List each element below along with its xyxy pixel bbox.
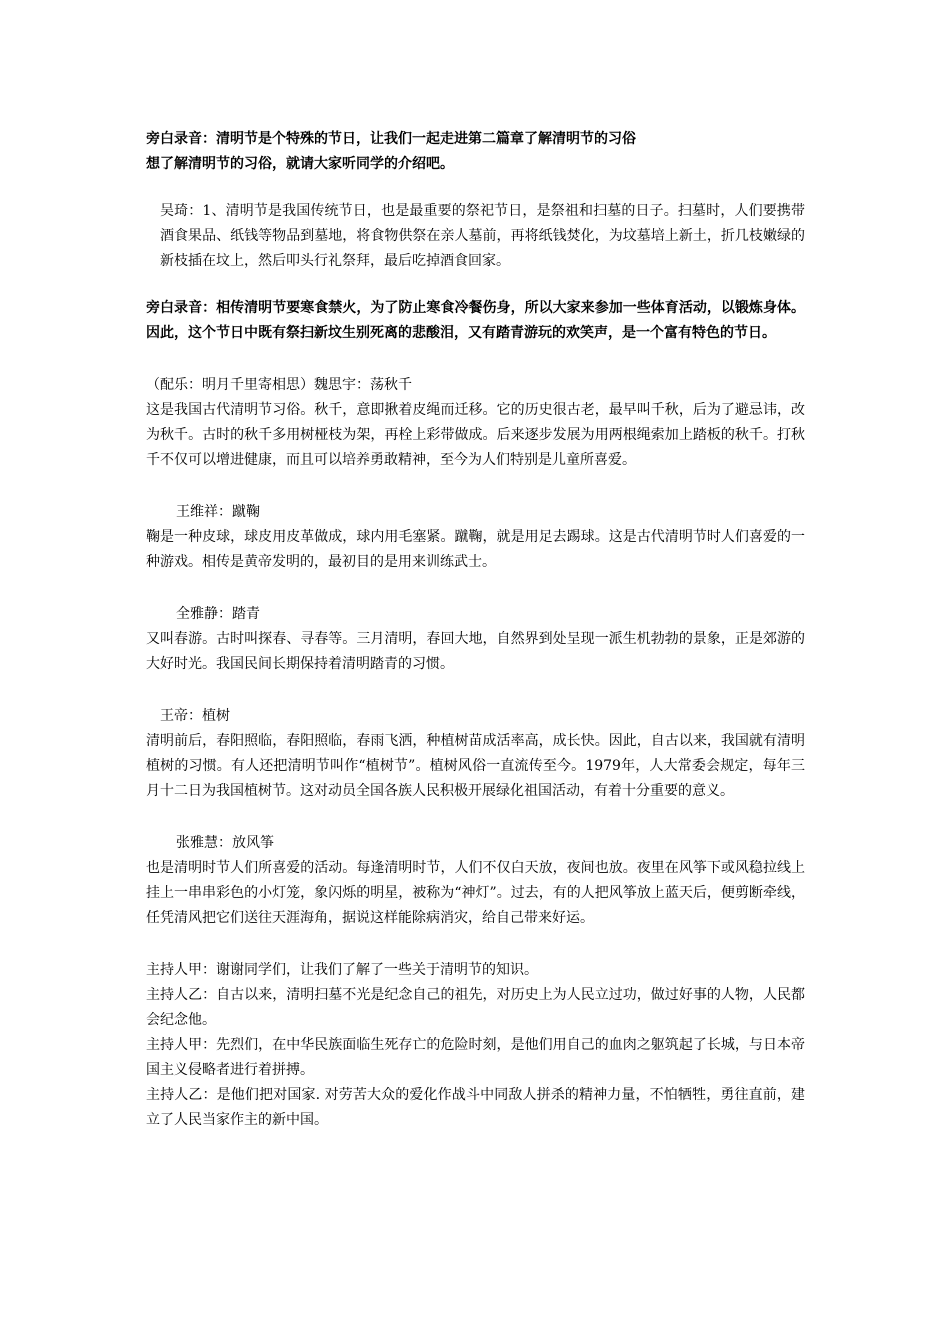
cuju-heading: 王维祥：蹴鞠 [176,504,260,520]
spacer [146,177,805,199]
cuju-paragraph: 鞠是一种皮球，球皮用皮革做成，球内用毛塞紧。蹴鞠，就是用足去踢球。这是古代清明节时人们喜爱的一种游戏。相传是黄帝发明的，最初目的是用来训练武士。 [146,529,805,570]
spacer [146,931,805,958]
spacer [146,274,805,296]
host-line-2: 主持人乙：自古以来，清明扫墓不光是纪念自己的祖先，对历史上为人民立过功，做过好事的人物，人民都会纪念他。 [146,987,805,1028]
kite-heading: 张雅慧：放风筝 [176,835,274,851]
wuqi-paragraph: 吴琦：1、清明节是我国传统节日，也是最重要的祭祀节日，是祭祖和扫墓的日子。扫墓时，人们要携带酒食果品、纸钱等物品到墓地，将食物供祭在亲人墓前，再将纸钱焚化，为坟墓培上新土，折几枝嫩绿的新枝插在坟上，然后叩头行礼祭拜，最后吃掉酒食回家。 [160,203,805,269]
narration-1-line2: 想了解清明节的习俗，就请大家听同学的介绍吧。 [146,156,454,172]
spacer [146,473,805,500]
taqing-heading: 全雅静：踏青 [176,606,260,622]
narration-1-line1: 旁白录音：清明节是个特殊的节日，让我们一起走进第二篇章了解清明节的习俗 [146,131,636,147]
kite-paragraph: 也是清明时节人们所喜爱的活动。每逢清明时节，人们不仅白天放，夜间也放。夜里在风筝下或风稳拉线上挂上一串串彩色的小灯笼，象闪烁的明星，被称为“神灯”。过去，有的人把风筝放上蓝天后，便剪断牵线，任凭清风把它们送往天涯海角，据说这样能除病消灾，给自己带来好运。 [146,860,805,926]
spacer [146,804,805,831]
spacer [146,575,805,602]
tree-paragraph: 清明前后，春阳照临，春阳照临，春雨飞洒，种植树苗成活率高，成长快。因此，自古以来，我国就有清明植树的习惯。有人还把清明节叫作“植树节”。植树风俗一直流传至今。1979年，人大常委会规定，每年三月十二日为我国植树节。这对动员全国各族人民积极开展绿化祖国活动，有着十分重要的意义。 [146,733,805,799]
host-line-4: 主持人乙：是他们把对国家. 对劳苦大众的爱化作战斗中同敌人拼杀的精神力量，不怕牺牲，勇往直前，建立了人民当家作主的新中国。 [146,1087,805,1128]
taqing-paragraph: 又叫春游。古时叫探春、寻春等。三月清明，春回大地，自然界到处呈现一派生机勃勃的景象，正是郊游的大好时光。我国民间长期保持着清明踏青的习惯。 [146,631,805,672]
host-line-3: 主持人甲：先烈们，在中华民族面临生死存亡的危险时刻，是他们用自己的血肉之躯筑起了长城，与日本帝国主义侵略者进行着拼搏。 [146,1037,805,1078]
narration-2-paragraph: 旁白录音：相传清明节要寒食禁火，为了防止寒食冷餐伤身，所以大家来参加一些体育活动，以锻炼身体。因此，这个节日中既有祭扫新坟生别死离的悲酸泪，又有踏青游玩的欢笑声，是一个富有特色的节日。 [146,300,805,341]
tree-heading: 王帝：植树 [160,708,230,724]
swing-heading: （配乐：明月千里寄相思）魏思宇：荡秋千 [146,377,412,393]
spacer [146,346,805,373]
spacer [146,677,805,704]
host-line-1: 主持人甲：谢谢同学们，让我们了解了一些关于清明节的知识。 [146,962,538,978]
swing-paragraph: 这是我国古代清明节习俗。秋千，意即揪着皮绳而迁移。它的历史很古老，最早叫千秋，后为了避忌讳，改为秋千。古时的秋千多用树桠枝为架，再栓上彩带做成。后来逐步发展为用两根绳索加上踏板的秋千。打秋千不仅可以增进健康，而且可以培养勇敢精神，至今为人们特别是儿童所喜爱。 [146,402,805,468]
